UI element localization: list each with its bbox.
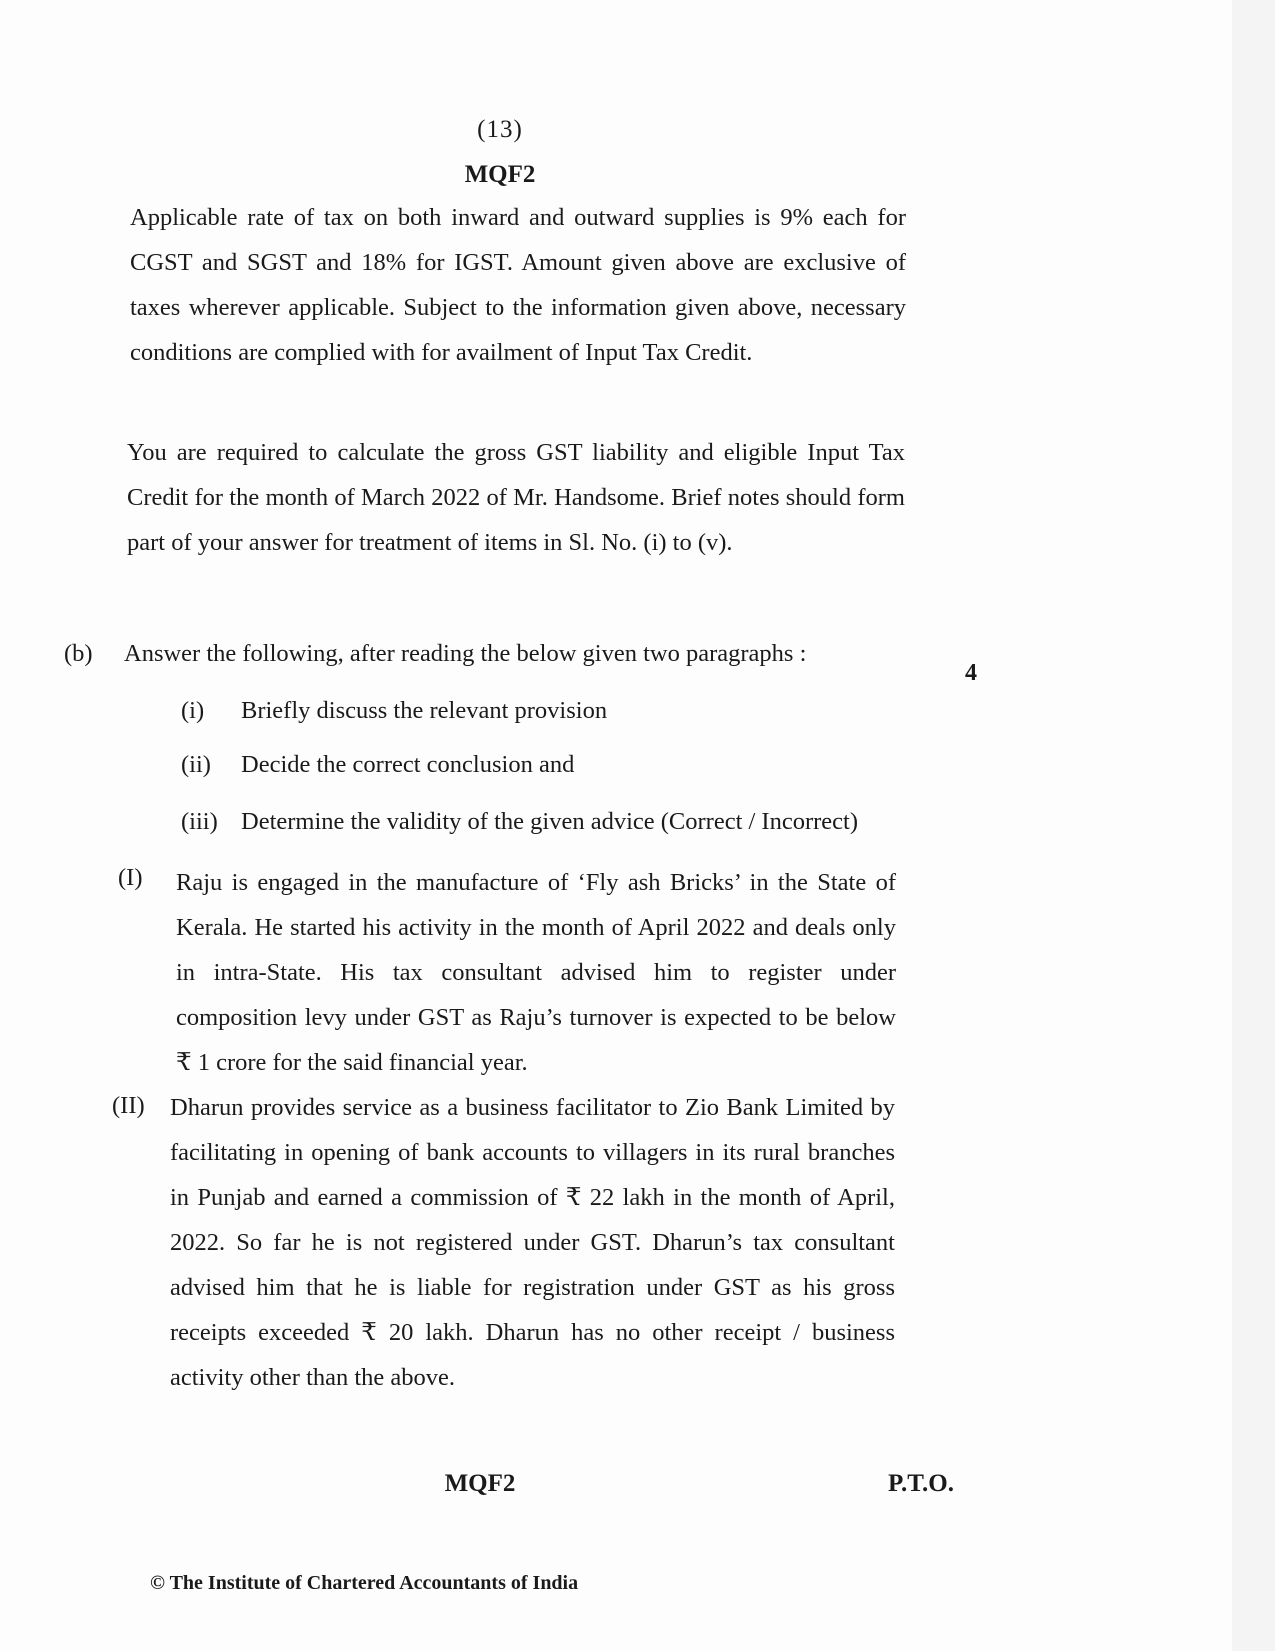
pto-label: P.T.O. (888, 1470, 954, 1497)
subitem-text: Briefly discuss the relevant provision (241, 697, 608, 724)
paper-code-header: MQF2 (464, 161, 536, 188)
case-i-label: (I) (118, 864, 143, 891)
paper-code-footer: MQF2 (444, 1470, 516, 1497)
page-number: (13) (477, 116, 523, 143)
subitem-text: Determine the validity of the given advice (Correct / Incorrect) (241, 808, 858, 835)
case-ii-label: (II) (112, 1092, 145, 1119)
intro-paragraph-2: You are required to calculate the gross GST liability and eligible Input Tax Credit for the month of March 2022 of Mr. Handsome. Brief notes should form part of your answer for treatment of items in Sl. No. (i) to (v). (127, 439, 905, 556)
subitem-label: (ii) (181, 751, 211, 778)
question-b-label: (b) (64, 640, 93, 667)
intro-paragraph-1: Applicable rate of tax on both inward and outward supplies is 9% each for CGST and SGST and 18% for IGST. Amount given above are exclusive of taxes wherever applicable. Subject to the information given above, necessary conditions are complied with for availment of Input Tax Credit. (130, 204, 906, 366)
question-b-marks: 4 (965, 660, 977, 686)
scan-edge (1232, 0, 1275, 1651)
copyright-notice: © The Institute of Chartered Accountants of India (150, 1572, 579, 1594)
case-i-text: Raju is engaged in the manufacture of ‘Fly ash Bricks’ in the State of Kerala. He started his activity in the month of April 2022 and deals only in intra-State. His tax consultant advised him to register under composition levy under GST as Raju’s turnover is expected to be below ₹ 1 crore for the said financial year. (176, 869, 896, 1076)
subitem-label: (iii) (181, 808, 218, 835)
subitem-text: Decide the correct conclusion and (241, 751, 575, 778)
case-ii-text: Dharun provides service as a business facilitator to Zio Bank Limited by facilitating in opening of bank accounts to villagers in its rural branches in Punjab and earned a commission of ₹ 22 lakh in the month of April, 2022. So far he is not registered under GST. Dharun’s tax consultant advised him that he is liable for registration under GST as his gross receipts exceeded ₹ 20 lakh. Dharun has no other receipt / business activity other than the above. (170, 1094, 895, 1391)
subitem-label: (i) (181, 697, 205, 724)
question-b-text: Answer the following, after reading the below given two paragraphs : (124, 640, 807, 667)
